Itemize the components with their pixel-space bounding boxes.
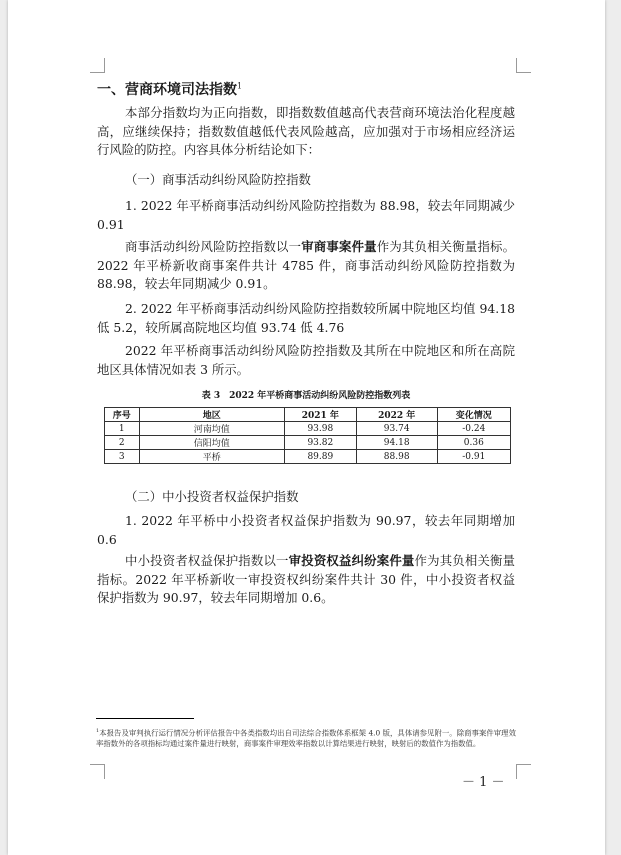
header-cell: 地区 [139, 408, 284, 422]
table-cell: -0.24 [437, 422, 510, 436]
header-cell: 序号 [105, 408, 140, 422]
text-run: 中小投资者权益保护指数以一 [125, 553, 289, 568]
header-cell: 2022 年 [356, 408, 437, 422]
crop-mark-top-right [516, 58, 531, 73]
finding-1-2: 2. 2022 年平桥商事活动纠纷风险防控指数较所属中院地区均值 94.18 低 5.2，较所属高院地区均值 93.74 低 4.76 [97, 301, 515, 335]
table-header-row [105, 408, 511, 422]
table-cell: 88.98 [356, 450, 437, 464]
finding-2-1: 1. 2022 年平桥中小投资者权益保护指数为 90.97，较去年同期增加 0.6 [97, 513, 515, 547]
section-heading [97, 79, 242, 99]
intro-paragraph: 本部分指数均为正向指数，即指数数值越高代表营商环境法治化程度越高，应继续保持；指数数值越低代表风险越高，应加强对于市场相应经济运行风险的防控。内容具体分析结论如下： [97, 105, 515, 158]
footnote-marker: 1 [96, 728, 100, 734]
paragraph-1-1 [97, 238, 515, 294]
table-row [105, 436, 511, 450]
subsection-title-1: （一）商事活动纠纷风险防控指数 [125, 172, 311, 187]
header-cell: 2021 年 [284, 408, 356, 422]
table-cell: 93.82 [284, 436, 356, 450]
text-run: 作为其负相关衡量指标。2022 年平桥新收商事案件共计 4785 件，商事活动纠纷风险防控指数为 88.98，较去年同期减少 0.91。 [97, 239, 516, 292]
subsection-title-2: （二）中小投资者权益保护指数 [125, 489, 299, 504]
table-row [105, 450, 511, 464]
table-cell: 3 [105, 450, 140, 464]
footnote [96, 726, 516, 750]
table-cell: 0.36 [437, 436, 510, 450]
finding-1-1: 1. 2022 年平桥商事活动纠纷风险防控指数为 88.98，较去年同期减少 0.91 [97, 198, 515, 232]
text-run: 商事活动纠纷风险防控指数以一 [125, 239, 302, 254]
header-cell: 变化情况 [437, 408, 510, 422]
crop-mark-bottom-right [516, 764, 531, 779]
table-cell: -0.91 [437, 450, 510, 464]
section-heading-text: 一、营商环境司法指数 [97, 82, 237, 98]
table-cell: 河南均值 [139, 422, 284, 436]
table-cell: 2 [105, 436, 140, 450]
table-cell: 1 [105, 422, 140, 436]
footnote-ref[interactable]: 1 [237, 81, 243, 91]
table-cell: 93.98 [284, 422, 356, 436]
table-cell: 信阳均值 [139, 436, 284, 450]
table-cell: 93.74 [356, 422, 437, 436]
table-row [105, 422, 511, 436]
table-cell: 89.89 [284, 450, 356, 464]
table-caption: 表 3 2022 年平桥商事活动纠纷风险防控指数列表 [201, 391, 411, 401]
footnote-separator [96, 718, 194, 719]
index-table [104, 407, 511, 464]
table-cell: 平桥 [139, 450, 284, 464]
footnote-text: 本报告及审判执行运行情况分析评估报告中各类指数均出自司法综合指数体系框架 4.0 版，具体请参见附一。除商事案件审理效率指数外的各项指标均通过案件量进行映射，商事案件审理效率指数以计算结果进行映射，映射后的数值作为指数值。 [96, 728, 516, 749]
crop-mark-top-left [90, 58, 105, 73]
emphasis-text: 审投资权益纠纷案件量 [288, 553, 415, 568]
emphasis-text: 审商事案件量 [301, 239, 377, 254]
crop-mark-bottom-left [90, 764, 105, 779]
paragraph-2-1 [97, 552, 515, 608]
paragraph-1-2: 2022 年平桥商事活动纠纷风险防控指数及其所在中院地区和所在高院地区具体情况如表 3 所示。 [97, 343, 515, 377]
text-run: 作为其负相关衡量指标。2022 年平桥新收一审投资权纠纷案件共计 30 件，中小投资者权益保护指数为 90.97，较去年同期增加 0.6。 [97, 553, 516, 606]
table-cell: 94.18 [356, 436, 437, 450]
page-number: － 1 － [462, 775, 505, 790]
